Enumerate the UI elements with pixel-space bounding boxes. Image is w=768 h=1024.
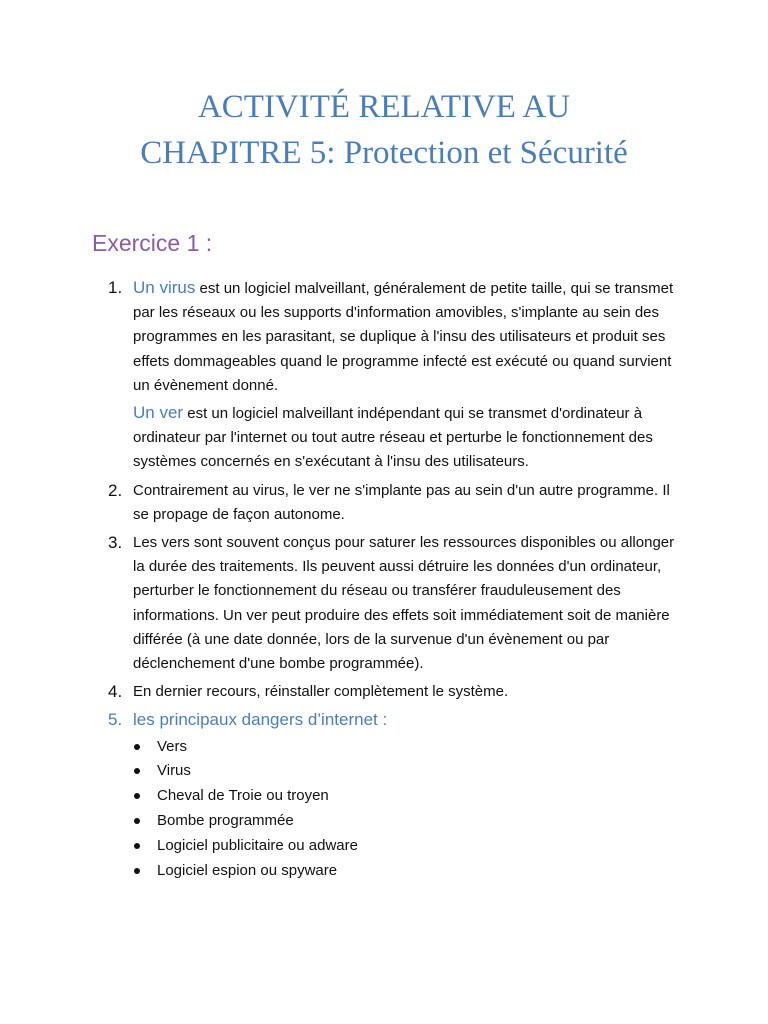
bullet-text: Vers — [157, 737, 188, 755]
term-virus: Un virus — [133, 278, 196, 297]
bullet-icon — [134, 818, 140, 824]
list-item-1 — [108, 276, 688, 475]
list-item — [133, 784, 688, 809]
item-number: 2. — [108, 480, 123, 500]
item-number: 4. — [108, 682, 123, 702]
item-paragraph-ver — [133, 401, 688, 475]
item-text: En dernier recours, réinstaller complètement le système. — [133, 683, 509, 701]
list-item-5 — [108, 708, 688, 883]
exercise-heading: Exercice 1 : — [92, 230, 213, 256]
list-item — [133, 859, 688, 884]
dangers-list — [133, 735, 688, 884]
item-number: 1. — [108, 278, 123, 297]
bullet-icon — [134, 768, 140, 774]
bullet-text: Logiciel publicitaire ou adware — [157, 836, 358, 854]
list-item — [133, 735, 688, 760]
term-ver: Un ver — [133, 403, 184, 423]
list-item — [133, 759, 688, 784]
list-item-3 — [108, 531, 688, 676]
dangers-heading: les principaux dangers d’internet : — [133, 710, 388, 730]
item-number: 3. — [108, 533, 123, 553]
bullet-icon — [134, 793, 140, 799]
exercise-list — [108, 276, 688, 887]
virus-definition: est un logiciel malveillant, généralement de petite taille, qui se transmet par les réseaux ou les supports d'information amovibles, s'implante au sein des programmes en les parasitant, se duplique à l'insu des utilisateurs et produit ses effets dommageables quand le programme infecté est exécuté ou quand survient un évènement donné. — [133, 280, 674, 394]
title-line-2: CHAPITRE 5: Protection et Sécurité — [140, 135, 628, 171]
bullet-icon — [134, 843, 140, 849]
list-item — [133, 809, 688, 834]
bullet-text: Virus — [157, 762, 191, 780]
bullet-icon — [134, 868, 140, 874]
page-title — [60, 84, 708, 176]
list-item — [133, 834, 688, 859]
bullet-text: Logiciel espion ou spyware — [157, 861, 338, 879]
title-line-1: ACTIVITÉ RELATIVE AU — [197, 89, 571, 125]
list-item-2 — [108, 479, 688, 527]
item-paragraph-virus — [133, 276, 688, 398]
item-text: Les vers sont souvent conçus pour saturer les ressources disponibles ou allonger la durée des traitements. Ils peuvent aussi détruire les données d'un ordinateur, perturber le fonctionnement du réseau ou transférer frauduleusement des informations. Un ver peut produire des effets soit immédiatement soit de manière différée (à une date donnée, lors de la survenue d'un évènement ou par déclenchement d'une bombe programmée). — [133, 534, 675, 673]
item-text: Contrairement au virus, le ver ne s'implante pas au sein d'un autre programme. Il se propage de façon autonome. — [133, 481, 670, 523]
list-item-4 — [108, 680, 688, 704]
item-number: 5. — [108, 710, 123, 730]
bullet-text: Bombe programmée — [157, 812, 294, 830]
bullet-icon — [134, 744, 140, 750]
ver-definition: est un logiciel malveillant indépendant qui se transmet d'ordinateur à ordinateur par l'internet ou tout autre réseau et perturbe le fonctionnement des systèmes concernés en s'exécutant à l'insu des utilisateurs. — [133, 405, 653, 471]
bullet-text: Cheval de Troie ou troyen — [157, 787, 329, 805]
